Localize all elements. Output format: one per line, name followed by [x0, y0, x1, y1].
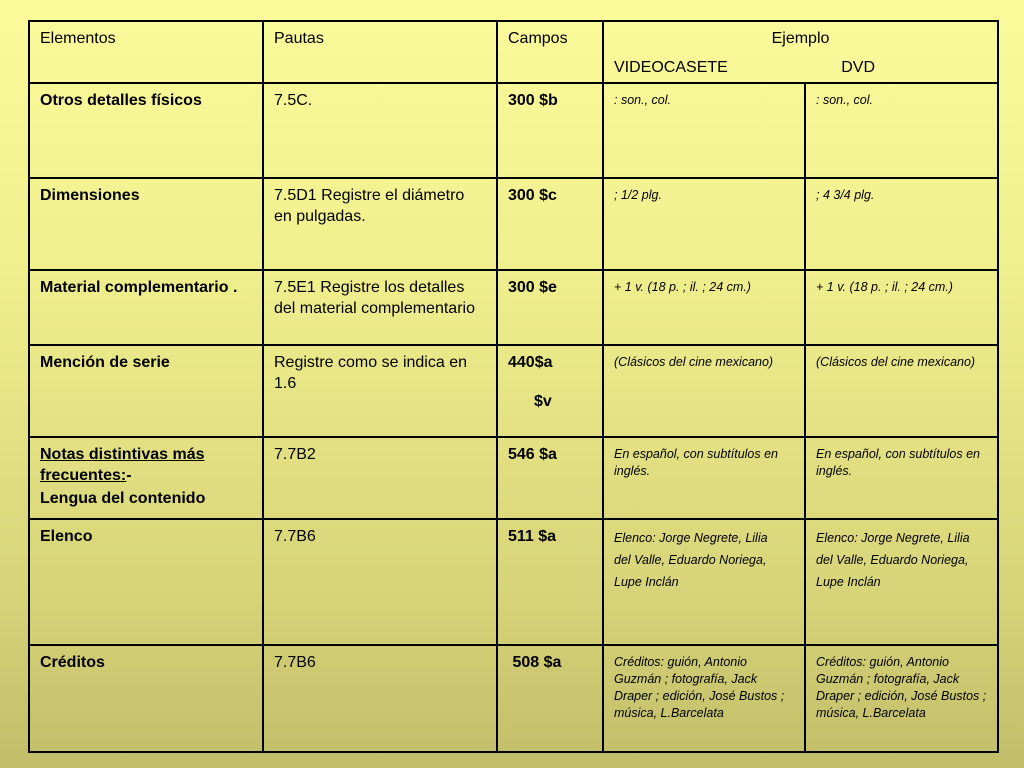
campo-secondary: $v: [534, 393, 552, 410]
example-line: del Valle, Eduardo Noriega,: [816, 553, 969, 567]
video-example-cell: ; 1/2 plg.: [603, 178, 805, 270]
table-row: [29, 645, 998, 752]
pauta-cell: 7.7B2: [263, 437, 497, 519]
campo-cell: 508 $a: [497, 645, 603, 752]
catalog-table: [28, 20, 999, 753]
dvd-example-cell: Créditos: guión, Antonio Guzmán ; fotografía, Jack Draper ; edición, José Bustos ; música, L.Barcelata: [805, 645, 998, 752]
header-ejemplo: [603, 21, 998, 83]
pauta-cell: Registre como se indica en 1.6: [263, 345, 497, 437]
dvd-example-cell: ; 4 3/4 plg.: [805, 178, 998, 270]
dvd-label: DVD: [841, 59, 875, 76]
pauta-cell: 7.7B6: [263, 645, 497, 752]
campo-cell: 300 $c: [497, 178, 603, 270]
pauta-cell: 7.7B6: [263, 519, 497, 645]
dvd-example-cell: (Clásicos del cine mexicano): [805, 345, 998, 437]
elemento-cell: Créditos: [29, 645, 263, 752]
example-line: Elenco: Jorge Negrete, Lilia: [816, 531, 970, 545]
table-row: [29, 437, 998, 519]
example-line: Elenco: Jorge Negrete, Lilia: [614, 531, 768, 545]
elemento-cell: Mención de serie: [29, 345, 263, 437]
table-row: [29, 83, 998, 178]
campo-cell: 546 $a: [497, 437, 603, 519]
campo-cell: 300 $b: [497, 83, 603, 178]
elemento-cell: [29, 437, 263, 519]
header-campos: Campos: [497, 21, 603, 83]
elemento-cell: Dimensiones: [29, 178, 263, 270]
header-pautas: Pautas: [263, 21, 497, 83]
dvd-example-cell: En español, con subtítulos en inglés.: [805, 437, 998, 519]
dvd-example-cell: : son., col.: [805, 83, 998, 178]
video-example-cell: (Clásicos del cine mexicano): [603, 345, 805, 437]
notas-label: Notas distintivas más frecuentes:: [40, 446, 205, 484]
video-example-cell: [603, 519, 805, 645]
example-line: Lupe Inclán: [816, 575, 881, 589]
campo-cell: 300 $e: [497, 270, 603, 345]
dvd-example-cell: [805, 519, 998, 645]
elemento-cell: Otros detalles físicos: [29, 83, 263, 178]
table-row: [29, 178, 998, 270]
campo-primary: 440$a: [508, 354, 553, 371]
header-row: [29, 21, 998, 83]
elemento-cell: Material complementario .: [29, 270, 263, 345]
ejemplo-title: Ejemplo: [771, 30, 830, 47]
campo-cell: [497, 345, 603, 437]
table-row: [29, 270, 998, 345]
video-example-cell: : son., col.: [603, 83, 805, 178]
lengua-label: Lengua del contenido: [40, 490, 206, 507]
video-example-cell: Créditos: guión, Antonio Guzmán ; fotografía, Jack Draper ; edición, José Bustos ; música, L.Barcelata: [603, 645, 805, 752]
video-example-cell: En español, con subtítulos en inglés.: [603, 437, 805, 519]
header-elementos: Elementos: [29, 21, 263, 83]
dvd-example-cell: + 1 v. (18 p. ; il. ; 24 cm.): [805, 270, 998, 345]
videocasete-label: VIDEOCASETE: [614, 59, 728, 76]
video-example-cell: + 1 v. (18 p. ; il. ; 24 cm.): [603, 270, 805, 345]
table-row: [29, 345, 998, 437]
example-line: del Valle, Eduardo Noriega,: [614, 553, 767, 567]
elemento-cell: Elenco: [29, 519, 263, 645]
pauta-cell: 7.5D1 Registre el diámetro en pulgadas.: [263, 178, 497, 270]
pauta-cell: 7.5E1 Registre los detalles del material complementario: [263, 270, 497, 345]
example-line: Lupe Inclán: [614, 575, 679, 589]
pauta-cell: 7.5C.: [263, 83, 497, 178]
campo-cell: 511 $a: [497, 519, 603, 645]
table-row: [29, 519, 998, 645]
notas-suffix: -: [126, 467, 132, 484]
